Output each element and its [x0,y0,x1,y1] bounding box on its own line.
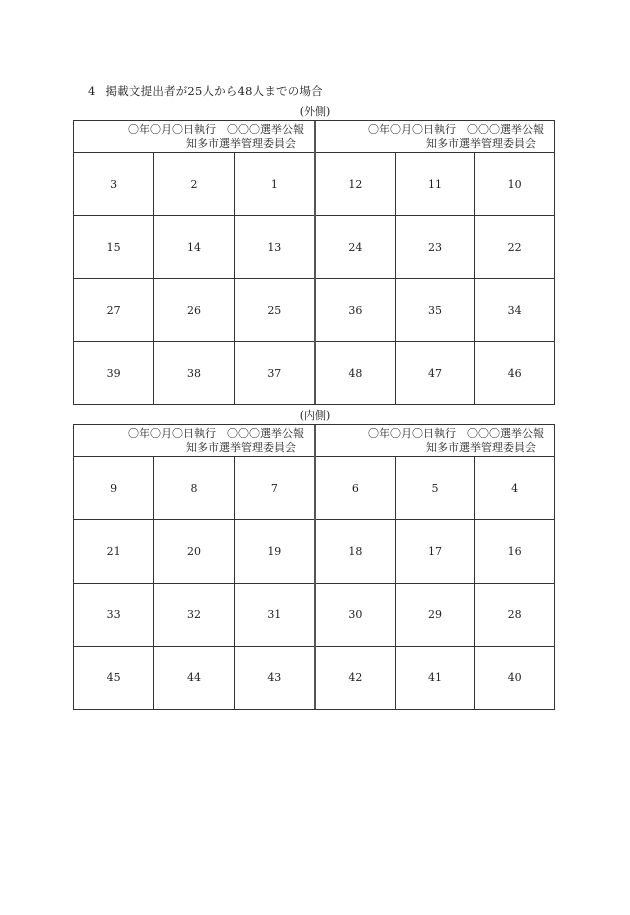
slot-cell: 30 [316,584,396,646]
panel-header-title: 〇年〇月〇日執行 〇〇〇選挙公報 [128,427,304,440]
slot-cell: 42 [316,647,396,709]
slot-cell: 17 [396,520,476,582]
slot-cell: 25 [267,303,282,317]
slot-cell: 23 [396,216,476,278]
slot-cell: 45 [74,647,154,709]
grid-row [74,647,314,709]
section-number: 4 [88,84,96,98]
slot-cell: 10 [507,177,522,191]
slot-cell: 28 [507,608,522,622]
slot-cell: 11 [396,153,476,215]
slot-cell: 1 [270,177,278,191]
slot-cell: 15 [74,216,154,278]
slot-cell: 16 [507,544,522,558]
slot-cell: 26 [154,279,234,341]
slot-cell: 4 [511,481,519,495]
slot-cell: 20 [154,520,234,582]
slot-cell: 7 [270,481,278,495]
panel-header-title: 〇年〇月〇日執行 〇〇〇選挙公報 [368,427,544,440]
grid-row [316,216,554,279]
slot-cell: 40 [507,671,522,685]
slot-cell: 8 [154,457,234,519]
slot-cell: 5 [396,457,476,519]
slot-cell: 12 [316,153,396,215]
panel-header-issuer: 知多市選挙管理委員会 [426,441,536,454]
slot-cell: 43 [267,671,282,685]
slot-cell: 24 [316,216,396,278]
slot-cell: 22 [507,240,522,254]
panel-header-title: 〇年〇月〇日執行 〇〇〇選挙公報 [128,123,304,136]
panel-header [74,425,314,457]
grid-row [316,584,554,647]
slot-cell: 38 [154,342,234,404]
outer-left-panel [74,121,316,404]
panel-header-issuer: 知多市選挙管理委員会 [186,137,296,150]
section-heading [88,83,323,99]
grid-row [74,279,314,342]
slot-cell: 44 [154,647,234,709]
grid-row [316,153,554,216]
slot-cell: 6 [316,457,396,519]
outer-layout-table [73,120,555,405]
slot-cell: 35 [396,279,476,341]
slot-cell: 9 [74,457,154,519]
panel-header [316,425,554,457]
slot-cell: 36 [316,279,396,341]
slot-cell: 19 [267,544,282,558]
panel-header-issuer: 知多市選挙管理委員会 [426,137,536,150]
outer-side-label: (外側) [299,105,331,118]
slot-cell: 21 [74,520,154,582]
inner-left-panel [74,425,316,709]
panel-header-issuer: 知多市選挙管理委員会 [186,441,296,454]
slot-cell: 2 [154,153,234,215]
grid-row [316,520,554,583]
slot-cell: 47 [396,342,476,404]
slot-cell: 31 [267,608,282,622]
inner-side-label: (内側) [299,409,331,422]
slot-cell: 27 [74,279,154,341]
grid-row [316,647,554,709]
slot-cell: 14 [154,216,234,278]
slot-cell: 32 [154,584,234,646]
outer-right-panel [316,121,554,404]
slot-cell: 33 [74,584,154,646]
grid-row [316,342,554,404]
grid-row [74,216,314,279]
grid-row [74,153,314,216]
slot-cell: 3 [74,153,154,215]
grid-row [316,279,554,342]
panel-header [74,121,314,153]
grid-row [316,457,554,520]
panel-header [316,121,554,153]
grid-row [74,457,314,520]
slot-cell: 29 [396,584,476,646]
slot-cell: 13 [267,240,282,254]
grid-row [74,584,314,647]
inner-layout-table [73,424,555,710]
slot-cell: 34 [507,303,522,317]
slot-cell: 18 [316,520,396,582]
panel-header-title: 〇年〇月〇日執行 〇〇〇選挙公報 [368,123,544,136]
grid-row [74,520,314,583]
slot-cell: 46 [507,366,522,380]
slot-cell: 48 [316,342,396,404]
slot-cell: 41 [396,647,476,709]
slot-cell: 39 [74,342,154,404]
inner-right-panel [316,425,554,709]
slot-cell: 37 [267,366,282,380]
grid-row [74,342,314,404]
section-title: 掲載文提出者が25人から48人までの場合 [105,84,323,98]
